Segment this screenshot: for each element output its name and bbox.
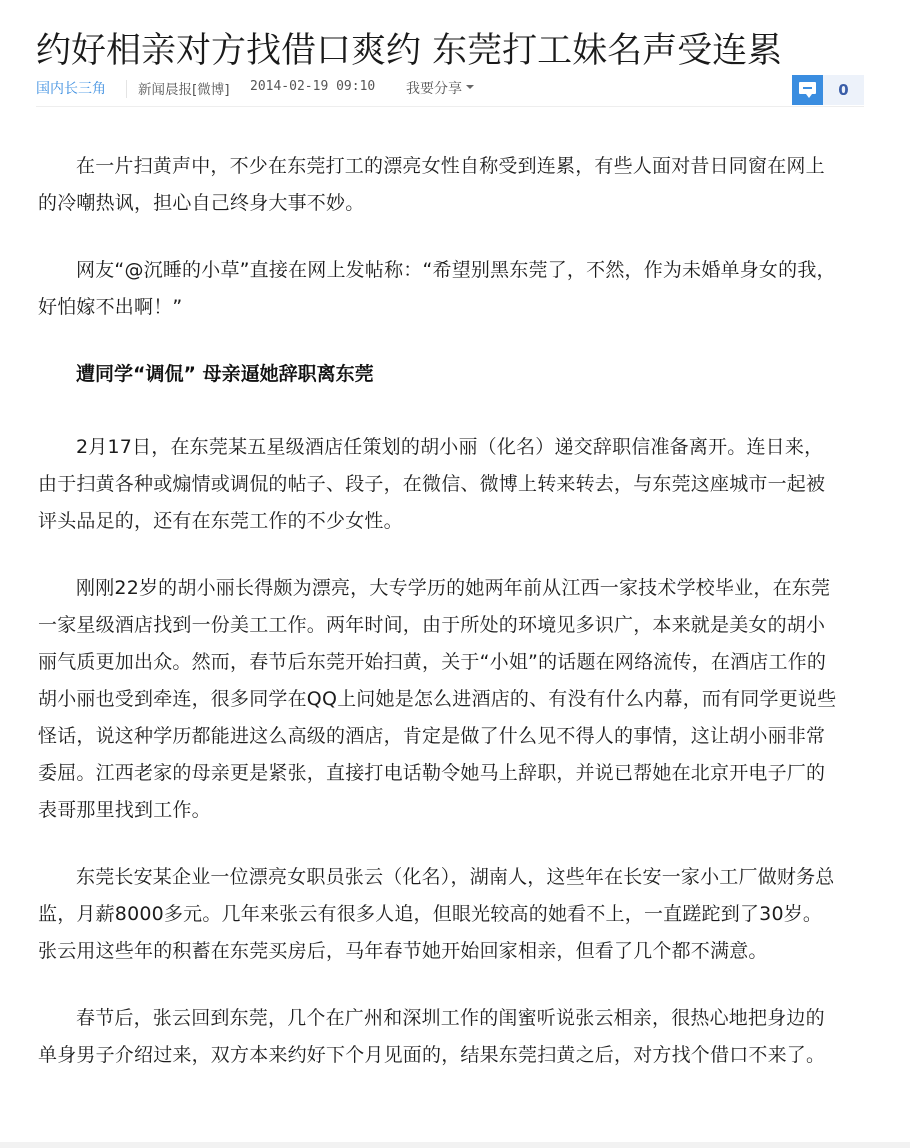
share-dropdown[interactable] (406, 78, 474, 98)
comment-button[interactable] (792, 75, 864, 105)
paragraph: 东莞长安某企业一位漂亮女职员张云（化名），湖南人，这些年在长安一家小工厂做财务总监，月薪8000多元。几年来张云有很多人追，但眼光较高的她看不上，一直蹉跎到了30岁。张云用这些年的积蓄在东莞买房后，马年春节她开始回家相亲，但看了几个都不满意。 (38, 866, 835, 962)
article-body (38, 148, 838, 1104)
source-label: 新闻晨报[微博] (138, 82, 230, 98)
article-meta-bar (36, 72, 864, 107)
bottom-edge (0, 1142, 910, 1148)
meta-divider (126, 80, 127, 98)
comment-bubble-icon (792, 75, 823, 105)
section-subheading: 遭同学“调侃” 母亲逼她辞职离东莞 (76, 363, 374, 385)
publish-timestamp: 2014-02-19 09:10 (250, 79, 376, 94)
paragraph: 网友“@沉睡的小草”直接在网上发帖称：“希望别黑东莞了，不然，作为未婚单身女的我，好怕嫁不出啊！” (38, 259, 836, 318)
paragraph: 刚刚22岁的胡小丽长得颇为漂亮，大专学历的她两年前从江西一家技术学校毕业，在东莞一家星级酒店找到一份美工工作。两年时间，由于所处的环境见多识广，本来就是美女的胡小丽气质更加出众。然而，春节后东莞开始扫黄，关于“小姐”的话题在网络流传，在酒店工作的胡小丽也受到牵连，很多同学在QQ上问她是怎么进酒店的、有没有什么内幕，而有同学更说些怪话，说这种学历都能进这么高级的酒店，肯定是做了什么见不得人的事情，这让胡小丽非常委屈。江西老家的母亲更是紧张，直接打电话勒令她马上辞职，并说已帮她在北京开电子厂的表哥那里找到工作。 (38, 577, 837, 821)
share-label: 我要分享 (406, 81, 462, 97)
caret-down-icon (466, 85, 474, 89)
paragraph: 在一片扫黄声中，不少在东莞打工的漂亮女性自称受到连累，有些人面对昔日同窗在网上的冷嘲热讽，担心自己终身大事不妙。 (38, 155, 825, 214)
article-title: 约好相亲对方找借口爽约 东莞打工妹名声受连累 (36, 31, 783, 72)
channel-link[interactable]: 国内长三角 (36, 81, 106, 97)
comment-count: 0 (823, 75, 864, 105)
paragraph: 2月17日，在东莞某五星级酒店任策划的胡小丽（化名）递交辞职信准备离开。连日来，由于扫黄各种或煽情或调侃的帖子、段子，在微信、微博上转来转去，与东莞这座城市一起被评头品足的，还有在东莞工作的不少女性。 (38, 436, 826, 532)
paragraph: 春节后，张云回到东莞，几个在广州和深圳工作的闺蜜听说张云相亲，很热心地把身边的单身男子介绍过来，双方本来约好下个月见面的，结果东莞扫黄之后，对方找个借口不来了。 (38, 1007, 826, 1066)
